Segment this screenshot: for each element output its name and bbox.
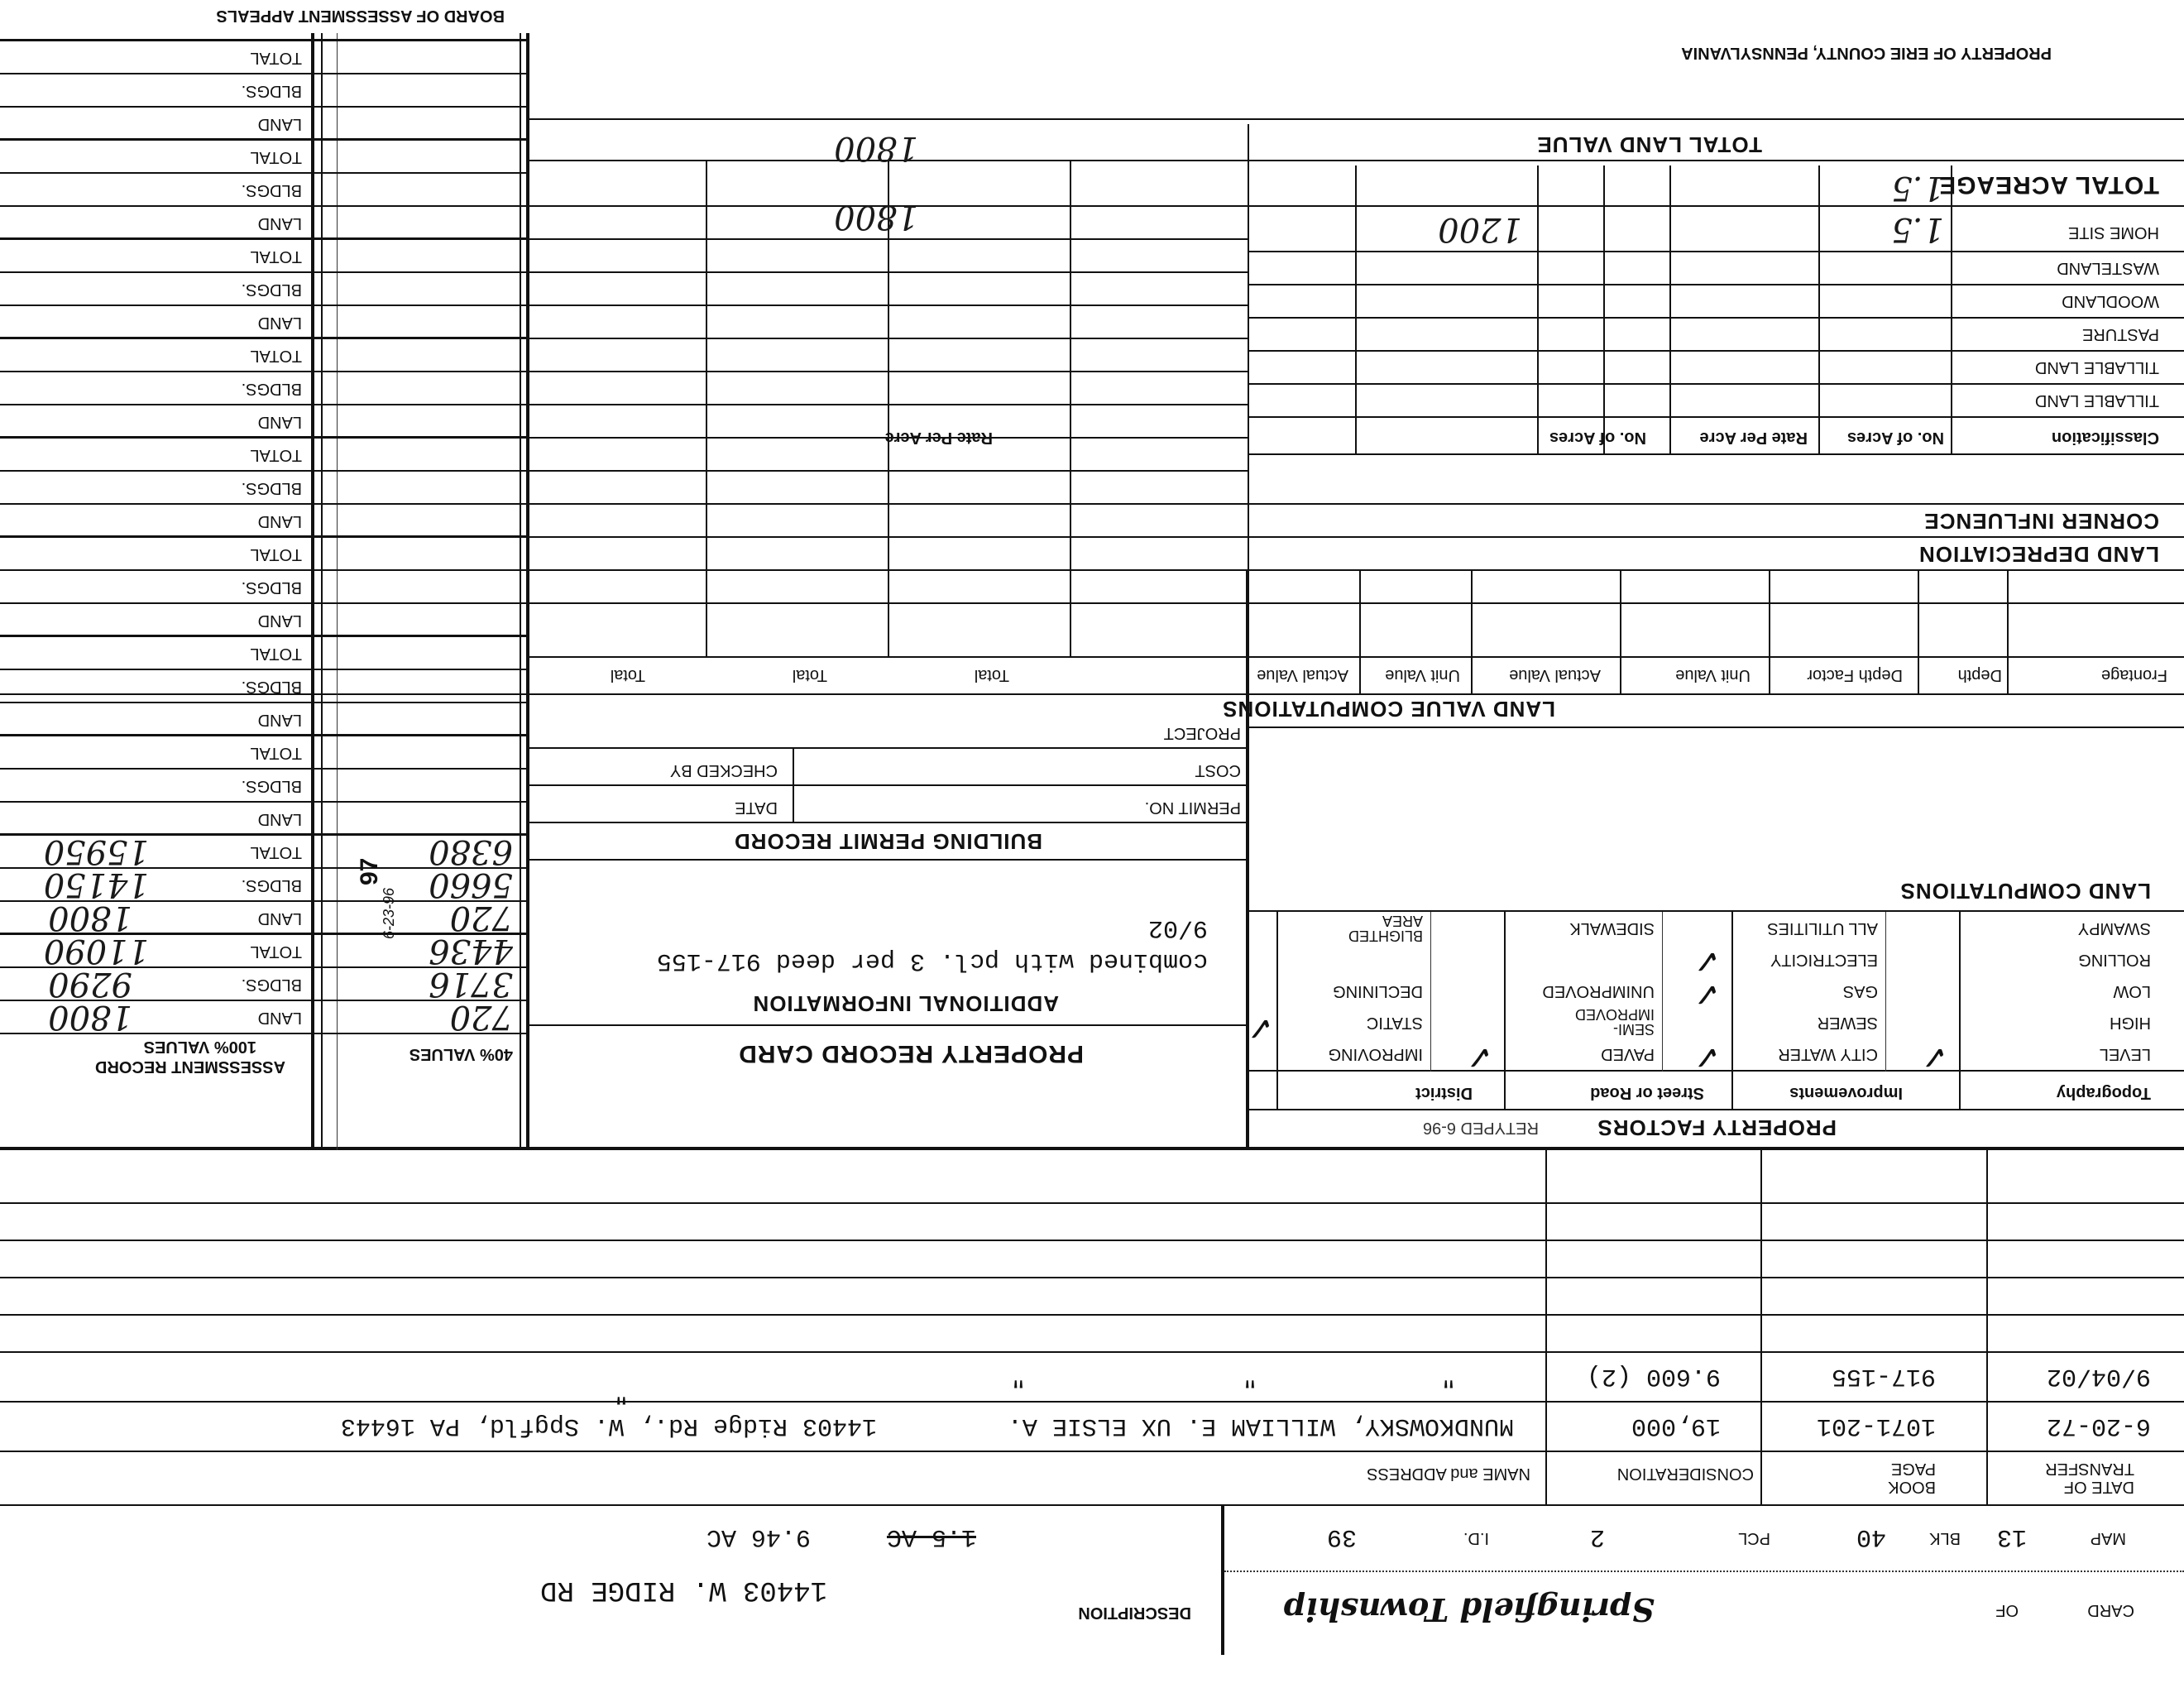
street-header: Street or Road [1590,1084,1704,1102]
value-40-entry: 3716 [429,965,513,1003]
total-header: Total [792,666,827,684]
pcl-value: 2 [1589,1523,1605,1551]
factor-city-water: CITY WATER [1778,1045,1878,1063]
assessment-row-label: BLDGS. [241,281,302,299]
transfer-2-book: 917-155 [1831,1362,1936,1390]
land-computations-title: LAND COMPUTATIONS [1899,879,2151,904]
assessment-row-label: BLDGS. [241,578,302,597]
assessment-row-label: LAND [257,1009,302,1027]
actual-value-header: Actual Value [1509,666,1601,684]
card-label: CARD [2087,1601,2134,1619]
of-label: OF [1995,1601,2019,1619]
description-label: DESCRIPTION [1078,1604,1191,1622]
factor-unimproved: UNIMPROVED [1542,982,1655,1000]
name-address-header: NAME and ADDRESS [1367,1465,1530,1483]
factor-paved: PAVED [1601,1045,1655,1063]
frontage-header: Frontage [2100,666,2167,684]
total-acreage-label: TOTAL ACREAGE [1938,171,2159,199]
assessment-row-label: TOTAL [250,645,302,663]
assessment-value: 9290 [48,965,132,1003]
assessment-row-label: LAND [257,909,302,928]
factor-static: STATIC [1366,1014,1423,1032]
assessment-row-label: BLDGS. [241,181,302,199]
total-acreage-value: 1.5 [1891,169,1944,207]
home-site-row: HOME SITE [2067,223,2159,242]
values-40-title: 40% VALUES [409,1045,513,1063]
blk-value: 40 [1856,1523,1886,1551]
assessment-row-label: BLDGS. [241,976,302,994]
check-mark-icon: ✓ [1920,1038,1948,1076]
board-footer: BOARD OF ASSESSMENT APPEALS [216,7,505,25]
assessment-row-label: LAND [257,314,302,332]
assessment-row-label: BLDGS. [241,678,302,696]
check-mark-icon: ✓ [1465,1038,1493,1076]
factor-high: HIGH [2110,1014,2151,1032]
assessment-row-label: TOTAL [250,49,302,67]
assessment-row-label: LAND [257,711,302,729]
assessment-row-label: LAND [257,214,302,233]
factor-improving: IMPROVING [1328,1045,1423,1063]
assessment-row-label: LAND [257,115,302,133]
assessment-row-label: BLDGS. [241,876,302,894]
description-value: 14403 W. RIDGE RD [540,1574,827,1605]
assessment-row-label: LAND [257,413,302,431]
property-record-card-title: PROPERTY RECORD CARD [738,1040,1084,1067]
assessment-row-label: TOTAL [250,843,302,861]
improvements-header: Improvements [1789,1084,1903,1102]
home-site-rate: 1200 [1438,210,1522,248]
check-mark-icon: ✓ [1246,1009,1274,1047]
district-header: District [1415,1084,1473,1102]
factor-all-utilities: ALL UTILITIES [1767,919,1878,938]
building-permit-title: BUILDING PERMIT RECORD [734,829,1042,854]
assessment-row-label: TOTAL [250,446,302,464]
actual-value-header: Actual Value [1257,666,1348,684]
assessment-value: 15950 [43,832,149,870]
factor-blighted-area: BLIGHTED AREA [1348,913,1423,944]
transfer-1-date: 6-20-72 [2046,1412,2151,1440]
assessment-value: 1800 [48,998,132,1036]
retyped-note: RETYPED 6-96 [1422,1119,1539,1137]
map-label: MAP [2090,1529,2126,1547]
home-site-acres: 1.5 [1891,210,1944,248]
values-year-note: 97 [356,857,383,885]
total-header: Total [974,666,1009,684]
topography-header: Topography [2056,1084,2151,1102]
factor-sidewalk: SIDEWALK [1569,919,1655,938]
transfer-2-name: " [1440,1362,1456,1390]
pcl-label: PCL [1738,1529,1770,1547]
value-40-entry: 5660 [429,866,513,904]
map-value: 13 [1996,1523,2027,1551]
additional-info-title: ADDITIONAL INFORMATION [752,991,1059,1016]
transfer-1-consideration: 19,000 [1631,1412,1721,1440]
classification-header: Classification [2051,429,2159,447]
ditto-mark: " [1242,1362,1257,1390]
assessment-row-label: BLDGS. [241,82,302,100]
transfer-1-address: 14403 Ridge Rd., W. Spgfld, PA 16443 [340,1412,877,1440]
factor-semi-improved: SEMI-IMPROVED [1574,1006,1655,1038]
factor-sewer: SEWER [1817,1014,1878,1032]
land-value-computations-title: LAND VALUE COMPUTATIONS [1222,697,1555,722]
assessment-row-label: TOTAL [250,148,302,166]
factor-swampy: SWAMPY [2077,919,2151,938]
wasteland-row: WASTELAND [2057,259,2159,277]
factor-electricity: ELECTRICITY [1770,951,1878,969]
total-land-value-label: TOTAL LAND VALUE [1536,132,1762,157]
factor-declining: DECLINING [1333,982,1423,1000]
check-mark-icon: ✓ [1693,1038,1721,1076]
transfer-1-name: MUNDKOWSKY, WILLIAM E. UX ELSIE A. [1007,1412,1514,1440]
checked-by-label: CHECKED BY [669,761,778,779]
township-logo: Springfield Township [1283,1591,1655,1628]
assessment-row-label: TOTAL [250,247,302,266]
assessment-row-label: TOTAL [250,347,302,365]
rate-header: Rate Per Acre [884,429,993,447]
assessment-row-label: BLDGS. [241,777,302,795]
assessment-row-label: LAND [257,611,302,630]
tillable-land-row: TILLABLE LAND [2034,358,2159,376]
assessment-row-label: TOTAL [250,942,302,961]
value-40-entry: 720 [449,998,513,1036]
factor-gas: GAS [1842,982,1878,1000]
assessment-value: 14150 [43,866,149,904]
additional-info-note: combined with pcl. 3 per deed 917-155 [656,947,1208,975]
tillable-land-row: TILLABLE LAND [2034,391,2159,410]
transfer-book-header: BOOK PAGE [1888,1460,1936,1496]
assessment-row-label: BLDGS. [241,479,302,497]
assessment-record-title: ASSESSMENT RECORD [94,1057,285,1076]
assessment-row-label: BLDGS. [241,380,302,398]
total-header: Total [610,666,645,684]
assessment-value: 11090 [43,932,149,970]
value-40-entry: 4436 [429,932,513,970]
acres-header: No. of Acres [1846,429,1944,447]
property-factors-title: PROPERTY FACTORS [1597,1115,1837,1140]
assessment-value: 1800 [48,899,132,937]
permit-cost-label: COST [1195,761,1241,779]
assessment-row-label: TOTAL [250,545,302,563]
unit-value-header: Unit Value [1385,666,1460,684]
depth-header: Depth [1957,666,2002,684]
pasture-row: PASTURE [2082,325,2159,343]
assessment-row-label: LAND [257,810,302,828]
corner-influence-title: CORNER INFLUENCE [1923,509,2159,534]
id-value: 39 [1326,1523,1357,1551]
unit-value-header: Unit Value [1675,666,1751,684]
value-40-entry: 720 [449,899,513,937]
acreage-new: 9.46 AC [706,1523,811,1551]
rate-header: Rate Per Acre [1699,429,1808,447]
home-site-total: 1800 [834,198,918,236]
transfer-2-consideration: 9.600 (2) [1586,1362,1721,1390]
acres-header: No. of Acres [1549,429,1646,447]
property-of-footer: PROPERTY OF ERIE COUNTY, PENNSYLVANIA [1681,44,2052,62]
assessment-subtitle: 100% VALUES [143,1038,256,1056]
transfer-date-header: DATE OF TRANSFER [2045,1460,2134,1496]
additional-info-date: 9/02 [1147,914,1208,942]
check-mark-icon: ✓ [1693,975,1721,1013]
land-depreciation-title: LAND DEPRECIATION [1918,542,2159,567]
assessment-row-label: LAND [257,512,302,530]
value-40-entry: 6380 [429,832,513,870]
ditto-mark: " [1010,1362,1026,1390]
blk-label: BLK [1929,1529,1961,1547]
transfer-1-book: 1071-201 [1816,1412,1936,1440]
project-label: PROJECT [1163,724,1241,742]
transfer-2-date: 9/04/02 [2046,1362,2151,1390]
total-land-value: 1800 [834,129,918,167]
woodland-row: WOODLAND [2062,292,2159,310]
consideration-header: CONSIDERATION [1616,1465,1754,1483]
factor-rolling: ROLLING [2078,951,2151,969]
permit-no-label: PERMIT NO. [1144,798,1241,817]
acreage-old: 1.5 AC [886,1523,976,1551]
check-mark-icon: ✓ [1693,942,1721,980]
values-date-note: 6-23-96 [381,887,397,939]
depth-factor-header: Depth Factor [1807,666,1903,684]
transfer-2-address: " [613,1379,629,1407]
factor-low: LOW [2113,982,2151,1000]
assessment-row-label: TOTAL [250,744,302,762]
id-label: I.D. [1463,1529,1489,1547]
permit-date-label: DATE [735,798,778,817]
factor-level: LEVEL [2099,1045,2151,1063]
